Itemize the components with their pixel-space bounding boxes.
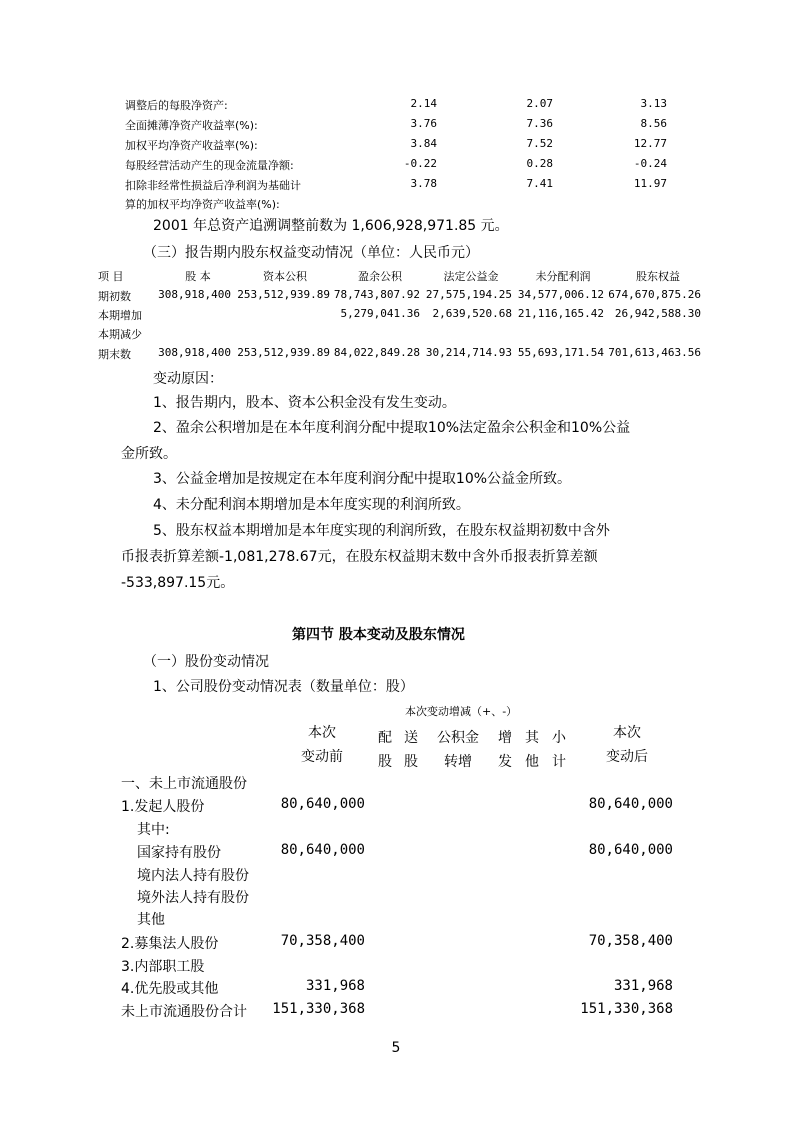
equity-header: 法定公益金: [443, 270, 499, 283]
reason-3: 3、公益金增加是按规定在本年度利润分配中提取10%公益金所致。: [153, 471, 572, 487]
equity-row-label: 本期增加: [98, 309, 142, 322]
equity-row-label: 本期减少: [98, 328, 142, 341]
after-header: 本次: [613, 725, 641, 741]
metric-value: 8.56: [640, 117, 667, 130]
page-number: 5: [391, 1040, 401, 1056]
share-before-value: 80,640,000: [280, 796, 365, 812]
equity-header: 未分配利润: [535, 270, 591, 283]
equity-cell: 253,512,939.89: [237, 346, 330, 359]
asset-note: 2001 年总资产追溯调整前数为 1,606,928,971.85 元。: [153, 218, 509, 234]
equity-cell: 308,918,400: [158, 346, 231, 359]
equity-cell: 5,279,041.36: [340, 307, 420, 320]
change-col-header: 公积金: [437, 730, 479, 746]
share-row-label: 未上市流通股份合计: [121, 1004, 247, 1020]
change-col-header: 他: [525, 754, 539, 770]
equity-cell: 674,670,875.26: [608, 288, 701, 301]
share-row-label: 3.内部职工股: [121, 959, 205, 975]
metric-label: 全面摊薄净资产收益率(%):: [125, 119, 258, 132]
change-col-header: 小: [552, 730, 566, 746]
metric-value: 3.13: [640, 97, 667, 110]
change-col-header: 发: [498, 754, 512, 770]
section-subheading: （一）股份变动情况: [143, 654, 269, 670]
metric-value: 12.77: [633, 137, 667, 150]
equity-header: 项 目: [98, 270, 124, 283]
reasons-title: 变动原因：: [153, 371, 223, 387]
reason-1: 1、报告期内，股本、资本公积金没有发生变动。: [153, 395, 456, 411]
change-col-header: 股: [404, 754, 418, 770]
metric-label: 每股经营活动产生的现金流量净额:: [125, 159, 294, 172]
share-after-value: 151,330,368: [580, 1001, 673, 1017]
share-row-label: 1.发起人股份: [121, 799, 205, 815]
share-after-value: 331,968: [613, 978, 673, 994]
equity-heading: （三）报告期内股东权益变动情况（单位：人民币元）: [143, 245, 479, 261]
equity-cell: 21,116,165.42: [517, 307, 604, 320]
change-col-header: 计: [552, 754, 566, 770]
equity-cell: 27,575,194.25: [425, 288, 512, 301]
equity-header: 股东权益: [636, 270, 680, 283]
reason-5-cont: 币报表折算差额-1,081,278.67元，在股东权益期末数中含外币报表折算差额: [121, 549, 598, 565]
reason-4: 4、未分配利润本期增加是本年度实现的利润所致。: [153, 497, 470, 513]
share-row-label: 境外法人持有股份: [137, 890, 249, 906]
metric-value: 2.07: [526, 97, 553, 110]
before-header: 本次: [308, 725, 336, 741]
share-row-label: 国家持有股份: [137, 845, 221, 861]
share-row-label: 其他: [137, 912, 165, 928]
reason-5-cont: -533,897.15元。: [121, 575, 235, 591]
change-col-header: 转增: [444, 754, 472, 770]
share-row-label: 4.优先股或其他: [121, 981, 219, 997]
section-title: 第四节 股本变动及股东情况: [292, 627, 465, 643]
metric-value: 11.97: [633, 177, 667, 190]
change-col-header: 其: [525, 730, 539, 746]
equity-cell: 34,577,006.12: [517, 288, 604, 301]
change-col-header: 配: [378, 730, 392, 746]
share-before-value: 80,640,000: [280, 842, 365, 858]
metric-value: -0.22: [403, 157, 437, 170]
equity-row-label: 期初数: [98, 290, 131, 303]
equity-cell: 26,942,588.30: [614, 307, 701, 320]
metric-value: 7.52: [526, 137, 553, 150]
equity-row-label: 期末数: [98, 348, 131, 361]
metric-label: 调整后的每股净资产:: [125, 99, 228, 112]
metric-label: 加权平均净资产收益率(%):: [125, 139, 258, 152]
metric-value: 3.84: [410, 137, 437, 150]
metric-label: 扣除非经常性损益后净利润为基础计: [125, 179, 301, 192]
equity-cell: 701,613,463.56: [608, 346, 701, 359]
share-after-value: 80,640,000: [588, 842, 673, 858]
metric-value: 7.36: [526, 117, 553, 130]
equity-cell: 78,743,807.92: [333, 288, 420, 301]
share-before-value: 70,358,400: [280, 933, 365, 949]
reason-2: 2、盈余公积增加是在本年度利润分配中提取10%法定盈余公积金和10%公益: [153, 420, 631, 436]
equity-cell: 55,693,171.54: [517, 346, 604, 359]
share-before-value: 151,330,368: [272, 1001, 365, 1017]
share-row-label: 境内法人持有股份: [137, 868, 249, 884]
metric-label-continuation: 算的加权平均净资产收益率(%):: [125, 198, 280, 211]
share-row-label: 一、未上市流通股份: [121, 776, 247, 792]
metric-value: -0.24: [633, 157, 667, 170]
share-after-value: 80,640,000: [588, 796, 673, 812]
equity-cell: 84,022,849.28: [333, 346, 420, 359]
metric-value: 7.41: [526, 177, 553, 190]
equity-header: 盈余公积: [358, 270, 402, 283]
share-after-value: 70,358,400: [588, 933, 673, 949]
share-before-value: 331,968: [305, 978, 365, 994]
reason-2-cont: 金所致。: [121, 446, 177, 462]
change-col-header: 增: [498, 730, 512, 746]
share-row-label: 2.募集法人股份: [121, 936, 219, 952]
section-subheading: 1、公司股份变动情况表（数量单位：股）: [153, 679, 414, 695]
change-col-header: 股: [378, 754, 392, 770]
equity-cell: 308,918,400: [158, 288, 231, 301]
metric-value: 3.78: [410, 177, 437, 190]
metric-value: 0.28: [526, 157, 553, 170]
equity-cell: 30,214,714.93: [425, 346, 512, 359]
before-header: 变动前: [301, 749, 343, 765]
equity-header: 股 本: [185, 270, 211, 283]
metric-value: 2.14: [410, 97, 437, 110]
after-header: 变动后: [606, 749, 648, 765]
equity-cell: 2,639,520.68: [432, 307, 512, 320]
share-row-label: 其中:: [137, 822, 170, 838]
metric-value: 3.76: [410, 117, 437, 130]
equity-header: 资本公积: [263, 270, 307, 283]
change-col-header: 送: [404, 730, 418, 746]
reason-5: 5、股东权益本期增加是本年度实现的利润所致，在股东权益期初数中含外: [153, 523, 610, 539]
change-header: 本次变动增减（+、-）: [405, 705, 518, 718]
equity-cell: 253,512,939.89: [237, 288, 330, 301]
